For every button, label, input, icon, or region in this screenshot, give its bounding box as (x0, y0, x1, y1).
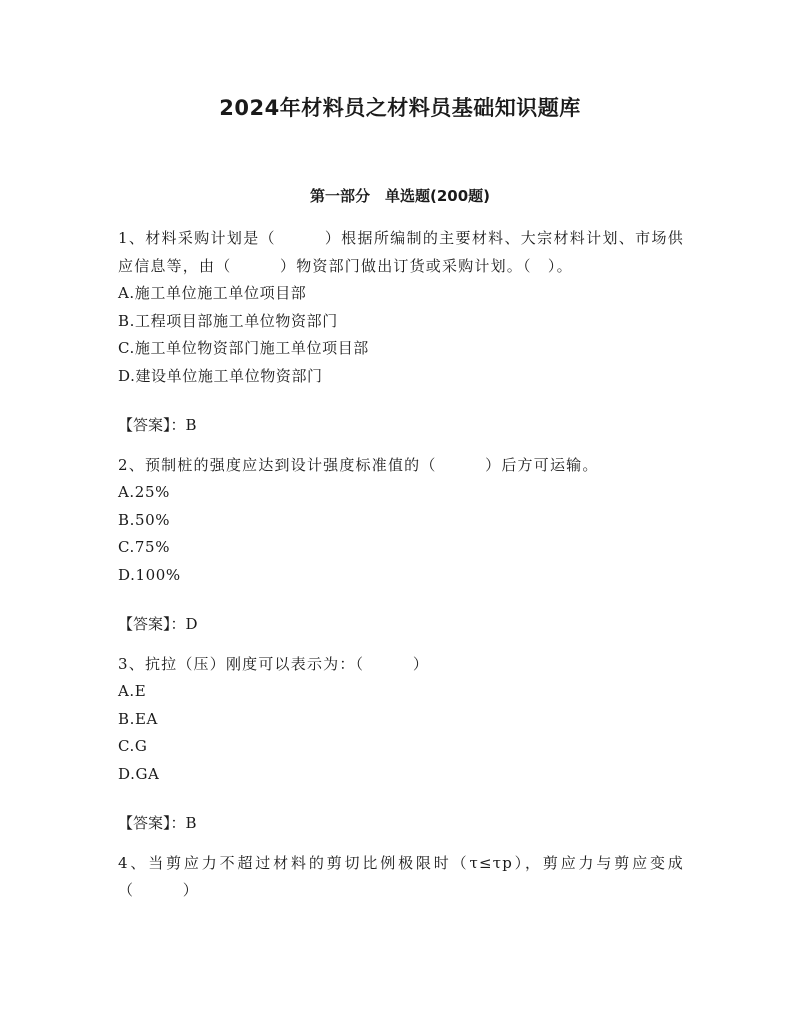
option-c: C.G (118, 737, 148, 755)
answer-value: B (185, 416, 197, 434)
option-d: D.建设单位施工单位物资部门 (118, 366, 323, 385)
option-d: D.100% (118, 565, 181, 584)
question-3 (118, 651, 684, 838)
option-list (118, 479, 684, 589)
answer-label: 【答案】： (118, 814, 186, 832)
document-title: 2024年材料员之材料员基础知识题库 (219, 96, 581, 120)
question-1 (118, 225, 684, 440)
section-heading: 第一部分 单选题(200题) (309, 187, 491, 205)
option-d: D.GA (118, 764, 160, 783)
question-stem: 1、材料采购计划是（ ）根据所编制的主要材料、大宗材料计划、市场供应信息等，由（ ）物资部门做出订货或采购计划。（ ）。 (118, 229, 684, 275)
option-b: B.50% (118, 510, 171, 529)
option-c: C.施工单位物资部门施工单位项目部 (118, 339, 369, 357)
answer-line (118, 611, 684, 639)
option-b: B.工程项目部施工单位物资部门 (118, 311, 338, 330)
question-stem: 4、当剪应力不超过材料的剪切比例极限时（τ≤τp），剪应力与剪应变成（ ） (118, 853, 684, 899)
answer-label: 【答案】： (118, 615, 186, 633)
option-a: A.施工单位施工单位项目部 (118, 284, 307, 302)
question-stem: 3、抗拉（压）刚度可以表示为：（ ） (118, 654, 430, 673)
answer-label: 【答案】： (118, 416, 186, 434)
question-2 (118, 452, 684, 639)
question-4 (118, 850, 684, 905)
option-list (118, 678, 684, 788)
answer-line (118, 810, 684, 838)
option-a: A.25% (118, 483, 170, 501)
answer-line (118, 412, 684, 440)
option-list (118, 280, 684, 390)
question-list (118, 225, 684, 905)
answer-value: D (185, 615, 198, 633)
option-b: B.EA (118, 709, 158, 728)
answer-value: B (185, 814, 197, 832)
option-c: C.75% (118, 538, 171, 556)
option-a: A.E (118, 682, 147, 700)
question-stem: 2、预制桩的强度应达到设计强度标准值的（ ）后方可运输。 (118, 455, 599, 474)
